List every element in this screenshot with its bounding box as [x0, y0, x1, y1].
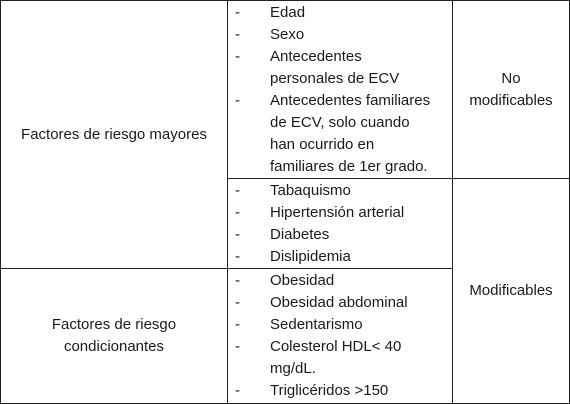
items-cell-no-modificables [228, 1, 453, 179]
dash-bullet: - [235, 272, 240, 289]
list-item-text: Sexo [270, 26, 305, 43]
list-item [228, 2, 452, 24]
category-label: condicionantes [63, 338, 165, 355]
list-item [228, 224, 452, 246]
category-label: Factores de riesgo [51, 316, 177, 333]
dash-bullet: - [235, 316, 240, 333]
list-item-text: mg/dL. [270, 360, 316, 377]
dash-bullet: - [235, 26, 240, 43]
dash-bullet: - [235, 4, 240, 21]
dash-bullet: - [235, 382, 240, 399]
dash-bullet: - [235, 92, 240, 109]
list-item-text: Hipertensión arterial [270, 204, 405, 221]
list-item [228, 90, 452, 178]
modifiability-label: No [501, 69, 521, 87]
list-item [228, 270, 452, 292]
list-item-text: Antecedentes familiares [270, 92, 431, 109]
items-cell-modificables [228, 179, 453, 269]
list-item [228, 292, 452, 314]
category-cell-mayores [1, 1, 228, 269]
list-item [228, 180, 452, 202]
category-label: Factores de riesgo mayores [21, 125, 207, 143]
list-item-text: Sedentarismo [270, 316, 363, 333]
modifiability-label: modificables [469, 91, 553, 109]
list-item-text: Edad [270, 4, 306, 21]
list-item-text: Triglicéridos >150 [270, 382, 389, 399]
modifiability-cell-no [453, 1, 570, 179]
list-item [228, 246, 452, 268]
items-cell-condicionantes [228, 269, 453, 404]
list-item-text: familiares de 1er grado. [270, 158, 428, 175]
dash-bullet: - [235, 204, 240, 221]
dash-bullet: - [235, 294, 240, 311]
table-row [1, 1, 570, 179]
list-item [228, 24, 452, 46]
dash-bullet: - [235, 248, 240, 265]
dash-bullet: - [235, 48, 240, 65]
dash-bullet: - [235, 338, 240, 355]
list-item-text: Obesidad [270, 272, 335, 289]
list-item [228, 336, 452, 380]
list-item [228, 202, 452, 224]
list-item [228, 314, 452, 336]
modifiability-cell-yes [453, 179, 570, 404]
list-item-text: Dislipidemia [270, 248, 351, 265]
list-item-text: Diabetes [270, 226, 330, 243]
list-item [228, 46, 452, 90]
list-item-text: Tabaquismo [270, 182, 351, 199]
list-item-text: Obesidad abdominal [270, 294, 408, 311]
category-cell-condicionantes [1, 269, 228, 404]
list-item-text: Colesterol HDL< 40 [270, 338, 402, 355]
list-item-text: Antecedentes [270, 48, 362, 65]
dash-bullet: - [235, 182, 240, 199]
risk-factor-list [228, 179, 452, 268]
list-item-text: han ocurrido en [270, 136, 375, 153]
modifiability-label: Modificables [469, 282, 553, 299]
risk-factor-list [228, 269, 452, 402]
list-item-text: de ECV, solo cuando [270, 114, 410, 131]
list-item [228, 380, 452, 402]
risk-factor-list [228, 1, 452, 178]
dash-bullet: - [235, 226, 240, 243]
list-item-text: personales de ECV [270, 70, 400, 87]
